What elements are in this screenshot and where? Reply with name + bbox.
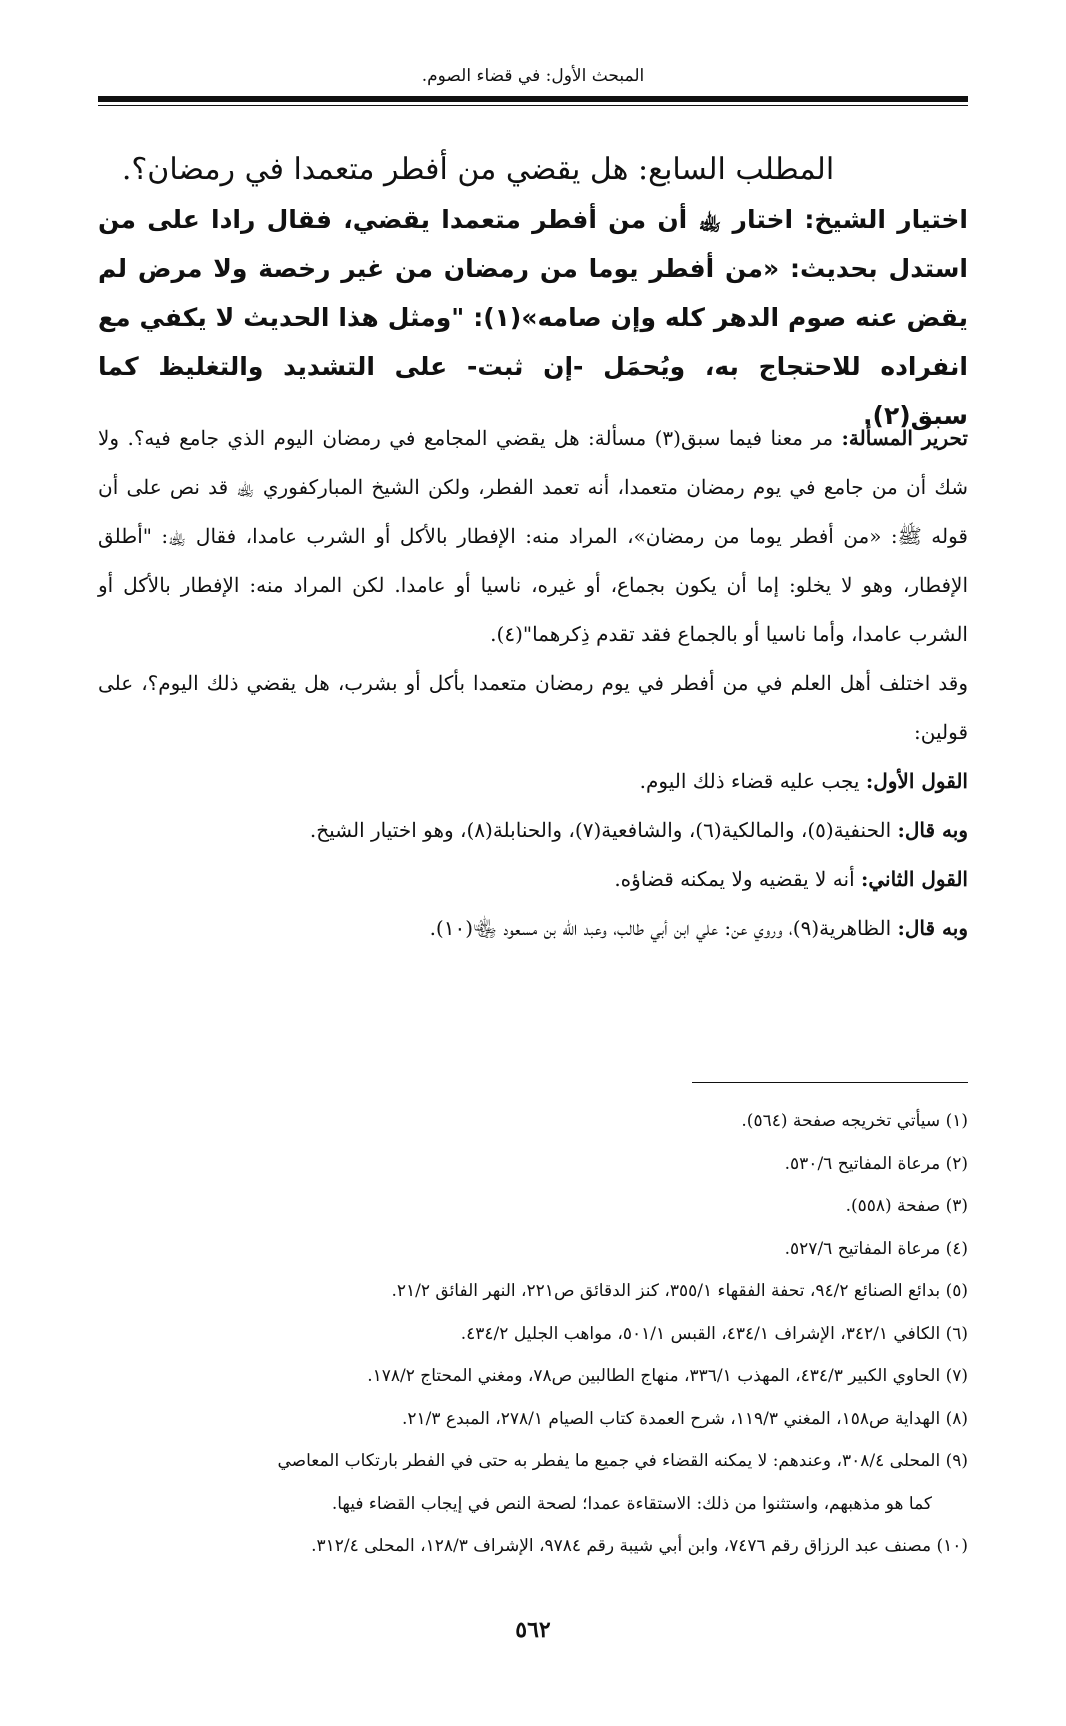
- footnote-2: (٢) مرعاة المفاتيح ٥٣٠/٦.: [784, 1153, 968, 1174]
- footnote-3: (٣) صفحة (٥٥٨).: [845, 1196, 968, 1216]
- footnote-7: (٧) الحاوي الكبير ٤٣٤/٣، المهذب ٣٣٦/١، منهاج الطالبين ص٧٨، ومغني المحتاج ١٧٨/٢.: [367, 1366, 968, 1386]
- paragraph-text: أنه لا يقضيه ولا يمكنه قضاؤه.: [614, 867, 855, 891]
- paragraph-issue: [98, 414, 968, 659]
- footnote-6: (٦) الكافي ٣٤٢/١، الإشراف ٤٣٤/١، القبس ٥٠١/١، مواهب الجليل ٤٣٤/٢.: [460, 1323, 968, 1344]
- paragraph-text: مر معنا فيما سبق(٣) مسألة: هل يقضي المجامع في رمضان اليوم الذي جامع فيه؟. ولا شك أن من جامع في يوم رمضان متعمدا، أنه تعمد الفطر، ولكن الشيخ المباركفوري ﵀ قد نص على أن قوله ﷺ: «من أفطر يوما من رمضان»، المراد منه: الإفطار بالأكل أو الشرب عامدا، فقال ﵀: "أطلق الإفطار، وهو لا يخلو: إما أن يكون بجماع، أو غيره، ناسيا أو عامدا. لكن المراد منه: الإفطار بالأكل أو الشرب عامدا، وأما ناسيا أو بالجماع فقد تقدم ذِكرهما"(٤).: [98, 426, 968, 646]
- paragraph-second-opinion: [98, 855, 968, 904]
- paragraph-text: الحنفية(٥)، والمالكية(٦)، والشافعية(٧)، والحنابلة(٨)، وهو اختيار الشيخ.: [309, 818, 892, 842]
- footnote-10: (١٠) مصنف عبد الرزاق رقم ٧٤٧٦، وابن أبي شيبة رقم ٩٧٨٤، الإشراف ١٢٨/٣، المحلى ٣١٢/٤.: [311, 1536, 968, 1556]
- sheikh-choice-paragraph: [98, 195, 968, 440]
- footnote-1: (١) سيأتي تخريجه صفحة (٥٦٤).: [741, 1111, 968, 1131]
- running-head: المبحث الأول: في قضاء الصوم.: [421, 66, 645, 86]
- paragraph-text: الظاهرية(٩)، وروي عن: علي ابن أبي طالب، وعبد الله بن مسعود ﵄(١٠).: [429, 916, 892, 940]
- footnote-8: (٨) الهداية ص١٥٨، المغني ١١٩/٣، شرح العمدة كتاب الصيام ٢٧٨/١، المبدع ٢١/٣.: [401, 1408, 968, 1429]
- header-rule-thin: [98, 105, 968, 106]
- paragraph-lead: وبه قال:: [897, 818, 968, 842]
- paragraph-text: يجب عليه قضاء ذلك اليوم.: [639, 769, 860, 793]
- paragraph-first-opinion-holders: [98, 806, 968, 855]
- footnote-separator: [692, 1082, 968, 1083]
- paragraph-first-opinion: [98, 757, 968, 806]
- body-text: [98, 414, 968, 953]
- footnote-9-continuation: كما هو مذهبهم، واستثنوا من ذلك: الاستقاءة عمدا؛ لصحة النص في إيجاب القضاء فيها.: [331, 1493, 932, 1514]
- footnote-9: (٩) المحلى ٣٠٨/٤، وعندهم: لا يمكنه القضاء في جميع ما يفطر به حتى في الفطر بارتكاب المعاصي: [277, 1451, 968, 1471]
- paragraph-lead: القول الأول:: [865, 769, 968, 793]
- footnote-5: (٥) بدائع الصنائع ٩٤/٢، تحفة الفقهاء ٣٥٥/١، كنز الدقائق ص٢٢١، النهر الفائق ٢١/٢.: [391, 1281, 968, 1301]
- footnotes: [98, 1100, 968, 1568]
- sheikh-choice-text: اختار ﵀ أن من أفطر متعمدا يقضي، فقال رادا على من استدل بحديث: «من أفطر يوما من رمضان من غير رخصة ولا مرض لم يقض عنه صوم الدهر كله وإن صامه»(١): "ومثل هذا الحديث لا يكفي مع انفراده للاحتجاج به، ويُحمَل -إن ثبت- على التشديد والتغليظ كما سبق(٢).: [98, 205, 969, 430]
- sheikh-choice-lead: اختيار الشيخ:: [804, 205, 968, 234]
- page-number: ٥٦٢: [515, 1617, 551, 1643]
- footnote-4: (٤) مرعاة المفاتيح ٥٢٧/٦.: [784, 1238, 968, 1259]
- header-rule-thick: [98, 96, 968, 102]
- section-title: المطلب السابع: هل يقضي من أفطر متعمدا في رمضان؟.: [121, 152, 835, 187]
- paragraph-second-opinion-holders: [98, 904, 968, 953]
- paragraph-text: وقد اختلف أهل العلم في من أفطر في يوم رمضان متعمدا بأكل أو بشرب، هل يقضي ذلك اليوم؟، على قولين:: [98, 671, 968, 744]
- paragraph-lead: تحرير المسألة:: [841, 426, 968, 450]
- paragraph-disagreement: [98, 659, 968, 757]
- paragraph-lead: وبه قال:: [897, 916, 968, 940]
- paragraph-lead: القول الثاني:: [861, 867, 968, 891]
